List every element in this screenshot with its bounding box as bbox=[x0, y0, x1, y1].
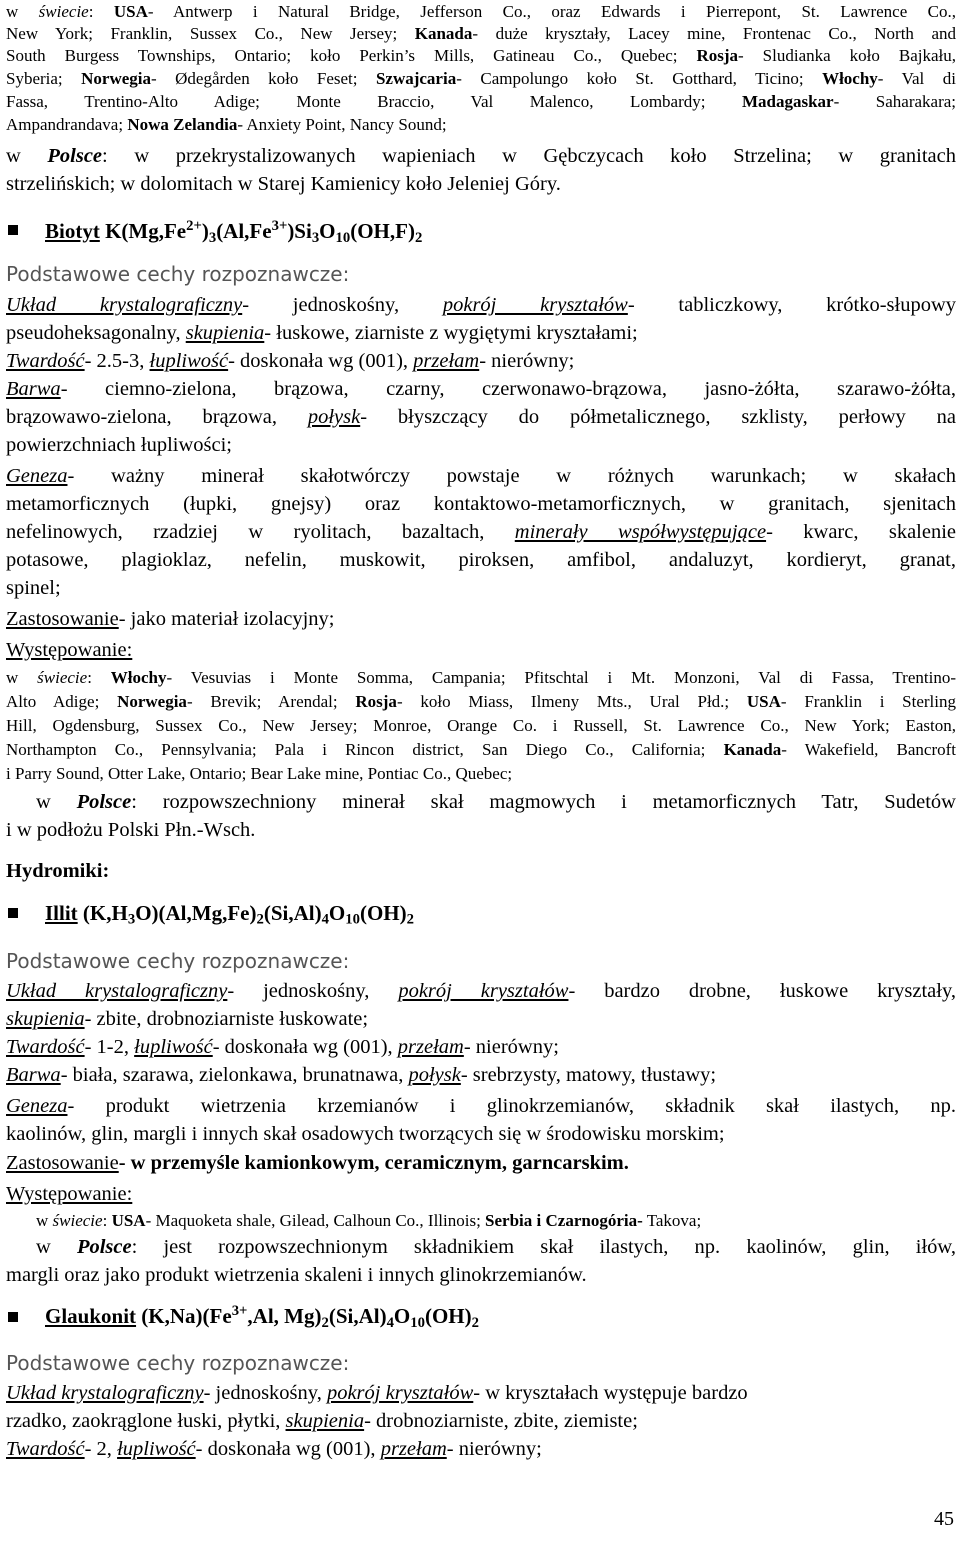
text-line: pseudoheksagonalny, skupienia- łuskowe, ziarniste z wygiętymi kryształami; bbox=[6, 322, 638, 344]
text-line: Northampton Co., Pennsylvania; Pala i Rincon district, San Diego Co., California; Kanada- Wakefield, Bancroft bbox=[6, 740, 956, 759]
mineral-title-glaukonit: Glaukonit $(K,Na)(Fe^{3+},Al$, $Mg)_2(Si,Al)_4O_{10}(OH)_2$ bbox=[45, 1303, 479, 1331]
text-line: skupienia- zbite, drobnoziarniste łuskowate; bbox=[6, 1008, 369, 1030]
bullet-icon bbox=[8, 225, 18, 235]
text-line: Syberia; Norwegia- Ødegården koło Feset; Szwajcaria- Campolungo koło St. Gotthard, Ticino; Włochy- Val di bbox=[6, 69, 956, 88]
text-line: strzelińskich; w dolomitach w Starej Kamienicy koło Jeleniej Góry. bbox=[6, 173, 561, 195]
text-line: Występowanie: bbox=[6, 1183, 133, 1205]
text-line: Układ krystalograficzny- jednoskośny, pokrój kryształów- w kryształach występuje bardzo bbox=[6, 1382, 748, 1404]
mineral-title-illit: Illit $(K,H_3O)(Al,Mg,Fe)_2(Si,Al)_4O_{10}(OH)_2$ bbox=[45, 901, 414, 928]
text-line: i w podłożu Polski Płn.-Wsch. bbox=[6, 819, 256, 841]
text-line: w świecie: USA- Maquoketa shale, Gilead, Calhoun Co., Illinois; Serbia i Czarnogória- Takova; bbox=[36, 1211, 702, 1230]
text-line: Fassa, Trentino-Alto Adige; Monte Braccio, Val Malenco, Lombardy; Madagaskar- Saharakara; bbox=[6, 92, 956, 111]
text-line: w Polsce: rozpowszechniony minerał skał magmowych i metamorficznych Tatr, Sudetów bbox=[36, 791, 956, 813]
text-line: rzadko, zaokrąglone łuski, płytki, skupienia- drobnoziarniste, zbite, ziemiste; bbox=[6, 1410, 638, 1432]
text-line: Hill, Ogdensburg, Sussex Co., New Jersey; Monroe, Orange Co. i Russell, St. Lawrence Co., New York; Easton, bbox=[6, 716, 956, 735]
text-line: Twardość- 1-2, łupliwość- doskonała wg (001), przełam- nierówny; bbox=[6, 1036, 559, 1058]
text-line: w świecie: Włochy- Vesuvias i Monte Somma, Campania; Pfitschtal i Mt. Monzoni, Val di Fassa, Trentino- bbox=[6, 668, 956, 687]
bullet-icon bbox=[8, 908, 18, 918]
text-line: spinel; bbox=[6, 577, 61, 599]
text-line: Zastosowanie- w przemyśle kamionkowym, ceramicznym, garncarskim. bbox=[6, 1152, 629, 1174]
text-line: potasowe, plagioklaz, nefelin, muskowit, piroksen, amfibol, andaluzyt, kordieryt, granat, bbox=[6, 549, 956, 571]
text-line: Twardość- 2.5-3, łupliwość- doskonała wg (001), przełam- nierówny; bbox=[6, 350, 575, 372]
text-line: Alto Adige; Norwegia- Brevik; Arendal; Rosja- koło Miass, Ilmeny Mts., Ural Płd.; USA- Franklin i Sterling bbox=[6, 692, 956, 711]
text-line: Zastosowanie- jako materiał izolacyjny; bbox=[6, 608, 335, 630]
text-line: Układ krystalograficzny- jednoskośny, pokrój kryształów- tabliczkowy, krótko-słupowy bbox=[6, 294, 956, 316]
text-line: w Polsce: jest rozpowszechnionym składnikiem skał ilastych, np. kaolinów, glin, iłów, bbox=[36, 1236, 956, 1258]
text-line: South Burgess Townships, Ontario; koło Perkin’s Mills, Gatineau Co., Quebec; Rosja- Sludianka koło Bajkału, bbox=[6, 46, 956, 65]
mineral-title-biotyt: Biotyt $K(Mg,Fe^{2+})_3(Al,Fe^{3+})Si_3O_{10}(OH,F)_2$ bbox=[45, 218, 423, 246]
section-heading: Podstawowe cechy rozpoznawcze: bbox=[6, 262, 350, 286]
group-heading: Hydromiki: bbox=[6, 860, 110, 882]
page-number: 45 bbox=[934, 1508, 954, 1530]
text-line: w Polsce: w przekrystalizowanych wapieniach w Gębczycach koło Strzelina; w granitach bbox=[6, 145, 956, 167]
section-heading: Podstawowe cechy rozpoznawcze: bbox=[6, 1351, 350, 1375]
text-line: nefelinowych, rzadziej w ryolitach, bazaltach, minerały współwystępujące- kwarc, skalenie bbox=[6, 521, 957, 543]
text-line: kaolinów, glin, margli i innych skał osadowych tworzących się w środowisku morskim; bbox=[6, 1123, 725, 1145]
text-line: Układ krystalograficzny- jednoskośny, pokrój kryształów- bardzo drobne, łuskowe kryształy, bbox=[6, 980, 957, 1002]
section-heading: Podstawowe cechy rozpoznawcze: bbox=[6, 949, 350, 973]
text-line: Barwa- ciemno-zielona, brązowa, czarny, czerwonawo-brązowa, jasno-żółta, szarawo-żółta, bbox=[6, 378, 956, 400]
text-line: New York; Franklin, Sussex Co., New Jersey; Kanada- duże kryształy, Lacey mine, Frontenac Co., North and bbox=[6, 24, 956, 43]
text-line: Barwa- biała, szarawa, zielonkawa, brunatnawa, połysk- srebrzysty, matowy, tłustawy; bbox=[6, 1064, 717, 1086]
text-line: Geneza- produkt wietrzenia krzemianów i glinokrzemianów, składnik skał ilastych, np. bbox=[6, 1095, 956, 1117]
bullet-icon bbox=[8, 1312, 18, 1322]
text-line: i Parry Sound, Otter Lake, Ontario; Bear Lake mine, Pontiac Co., Quebec; bbox=[6, 764, 513, 783]
text-line: Ampandrandava; Nowa Zelandia- Anxiety Point, Nancy Sound; bbox=[6, 115, 447, 134]
text-line: Geneza- ważny minerał skałotwórczy powstaje w różnych warunkach; w skałach bbox=[6, 465, 956, 487]
text-line: powierzchniach łupliwości; bbox=[6, 434, 233, 456]
text-line: Występowanie: bbox=[6, 639, 133, 661]
text-line: metamorficznych (łupki, gnejsy) oraz kontaktowo-metamorficznych, w granitach, sjenitach bbox=[6, 493, 956, 515]
text-line: margli oraz jako produkt wietrzenia skaleni i innych glinokrzemianów. bbox=[6, 1264, 587, 1286]
text-line: Twardość- 2, łupliwość- doskonała wg (001), przełam- nierówny; bbox=[6, 1438, 542, 1460]
text-line: w świecie: USA- Antwerp i Natural Bridge, Jefferson Co., oraz Edwards i Pierrepont, St. Lawrence Co., bbox=[6, 2, 956, 21]
text-line: brązowawo-zielona, brązowa, połysk- błyszczący do półmetalicznego, szklisty, perłowy na bbox=[6, 406, 956, 428]
